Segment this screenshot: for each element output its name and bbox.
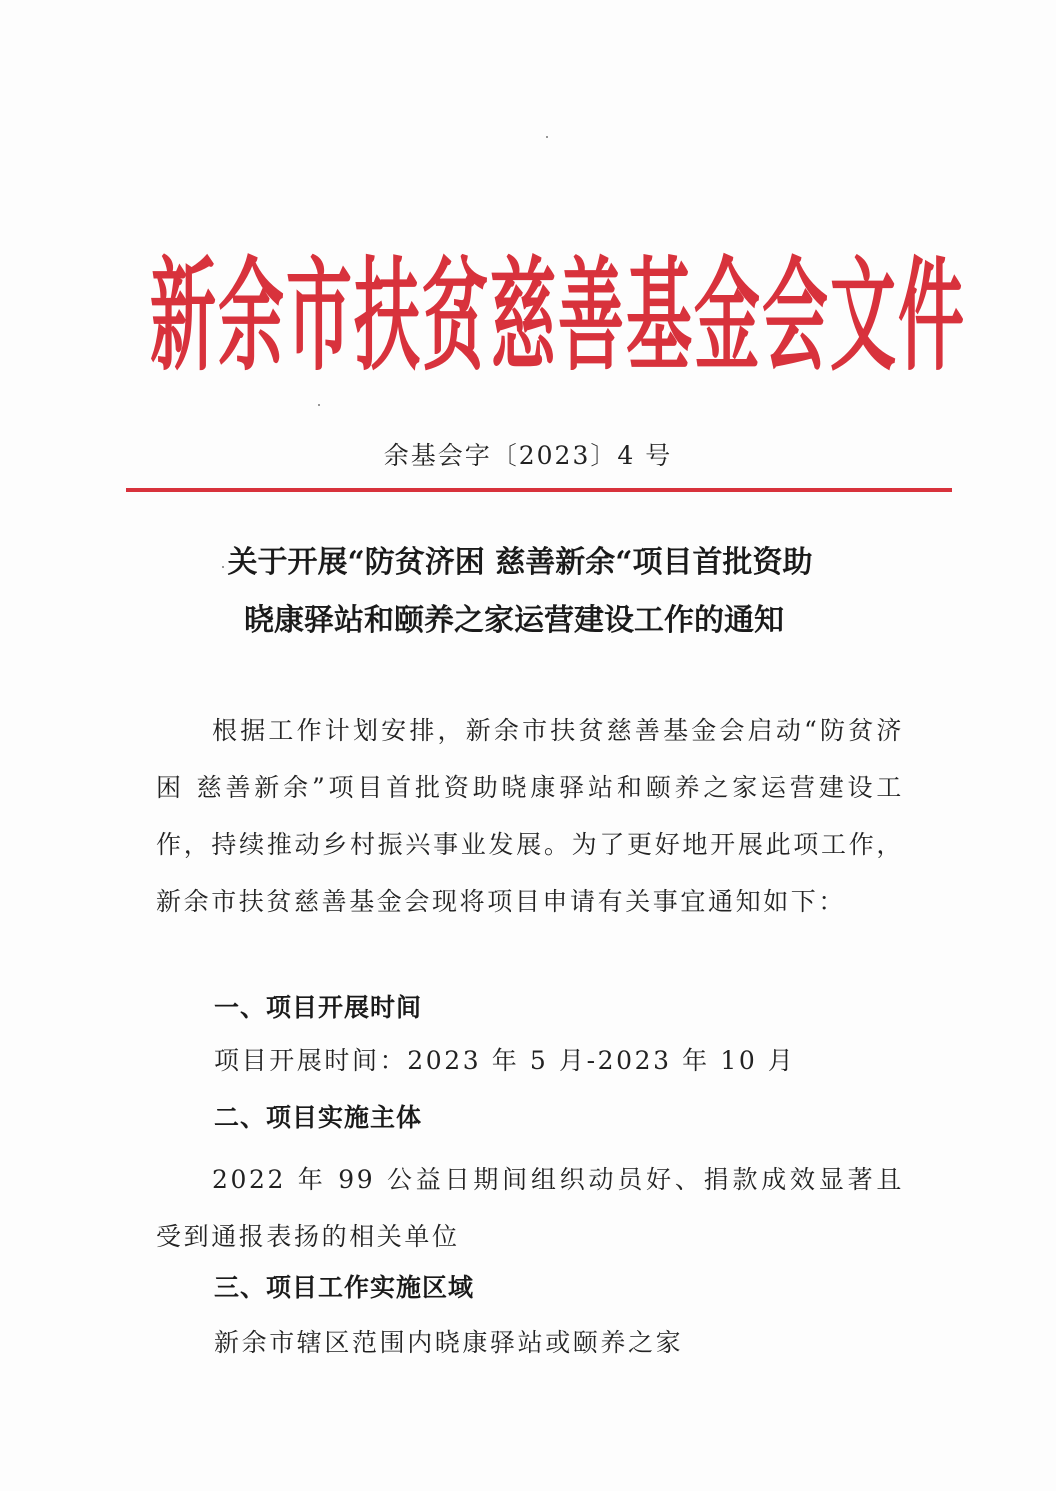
masthead-title: 新余市扶贫慈善基金会文件	[150, 245, 966, 389]
section-text-1: 项目开展时间：2023 年 5 月-2023 年 10 月	[214, 1046, 796, 1075]
scan-speck	[222, 566, 224, 568]
section-heading-1: 一、项目开展时间	[214, 993, 423, 1022]
section-heading-3: 三、项目工作实施区域	[214, 1273, 475, 1302]
notice-title-line-1: 关于开展“防贫济困 慈善新余“项目首批资助	[227, 545, 813, 580]
section-heading-2: 二、项目实施主体	[214, 1103, 423, 1132]
section-text-3: 新余市辖区范围内晓康驿站或颐养之家	[214, 1328, 684, 1357]
document-number: 余基会字〔2023〕4 号	[383, 441, 673, 470]
notice-title-line-2: 晓康驿站和颐养之家运营建设工作的通知	[244, 603, 784, 638]
intro-paragraph: 根据工作计划安排，新余市扶贫慈善基金会启动“防贫济困 慈善新余”项目首批资助晓康驿站和颐养之家运营建设工作，持续推动乡村振兴事业发展。为了更好地开展此项工作，新余市扶贫慈善基金会现将项目申请有关事宜通知如下：	[156, 716, 904, 916]
scan-speck	[318, 404, 320, 406]
red-divider-rule	[126, 488, 952, 492]
section-text-2: 2022 年 99 公益日期间组织动员好、捐款成效显著且受到通报表扬的相关单位	[156, 1165, 904, 1251]
scan-speck	[546, 136, 548, 138]
